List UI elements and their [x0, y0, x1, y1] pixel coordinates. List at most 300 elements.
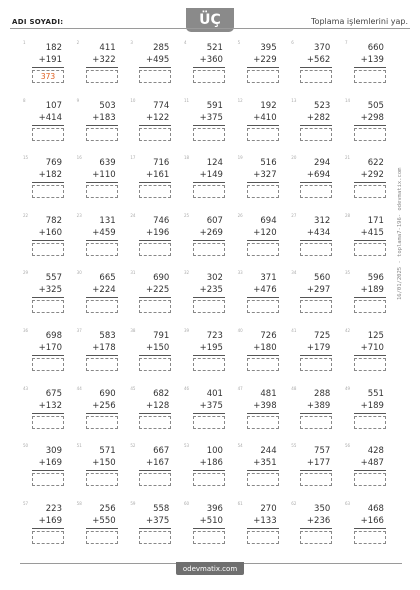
- answer-box[interactable]: [32, 185, 64, 198]
- addend-top: 791: [153, 330, 170, 341]
- answer-box[interactable]: [247, 70, 279, 83]
- problem-number: 13: [291, 97, 297, 103]
- sum-line: [32, 125, 64, 126]
- addend-bottom: +375: [199, 400, 223, 411]
- answer-box[interactable]: [86, 243, 118, 256]
- problem-row: [23, 97, 390, 161]
- answer-box[interactable]: [193, 70, 225, 83]
- answer-box[interactable]: [139, 531, 171, 544]
- sum-line: [247, 182, 279, 183]
- answer-box[interactable]: [300, 416, 332, 429]
- answer-box[interactable]: [32, 300, 64, 313]
- problem-number: 44: [76, 385, 82, 391]
- sum-line: [32, 182, 64, 183]
- addend-bottom: +225: [145, 285, 170, 296]
- addition-problem: [291, 500, 336, 561]
- addend-top: 607: [206, 215, 223, 226]
- addend-top: 312: [314, 215, 331, 226]
- addend-top: 583: [99, 330, 116, 341]
- sum-line: [247, 413, 279, 414]
- answer-box[interactable]: [86, 128, 118, 141]
- addition-problem: [237, 97, 283, 158]
- addend-top: 757: [314, 446, 331, 457]
- answer-box[interactable]: [300, 185, 332, 198]
- sum-line: [139, 528, 171, 529]
- answer-box[interactable]: [86, 300, 118, 313]
- addend-bottom: +229: [253, 55, 277, 65]
- addend-bottom: +325: [38, 285, 62, 296]
- addend-bottom: +476: [253, 285, 277, 296]
- addend-top: 192: [260, 100, 277, 111]
- addend-top: 675: [45, 388, 62, 399]
- addend-bottom: +196: [145, 227, 170, 238]
- answer-box[interactable]: [86, 473, 118, 486]
- problem-number: 43: [23, 385, 29, 391]
- sum-line: [86, 355, 118, 356]
- addend-bottom: +351: [253, 458, 277, 469]
- answer-box[interactable]: [32, 416, 64, 429]
- addend-top: 725: [314, 330, 331, 341]
- problem-number: 38: [130, 327, 136, 333]
- problem-number: 33: [237, 270, 243, 276]
- answer-box[interactable]: [247, 128, 279, 141]
- addend-top: 639: [99, 158, 116, 169]
- sum-line: [193, 528, 225, 529]
- addend-bottom: +360: [199, 55, 223, 65]
- addend-top: 723: [206, 330, 223, 341]
- answer-box[interactable]: [193, 531, 225, 544]
- problem-number: 47: [237, 385, 243, 391]
- addition-problem: [23, 40, 68, 100]
- addend-top: 682: [153, 388, 170, 399]
- addend-bottom: +122: [145, 112, 170, 123]
- problem-number: 39: [183, 327, 190, 333]
- addend-bottom: +224: [92, 285, 116, 296]
- addend-bottom: +132: [38, 400, 62, 411]
- sum-line: [247, 355, 279, 356]
- sum-line: [32, 67, 64, 68]
- addend-bottom: +189: [360, 400, 384, 411]
- sum-line: [86, 182, 118, 183]
- addend-top: 521: [206, 43, 223, 53]
- addend-bottom: +128: [145, 400, 170, 411]
- problem-number: 14: [344, 97, 351, 103]
- sum-line: [32, 240, 64, 241]
- answer-box[interactable]: [247, 185, 279, 198]
- answer-box[interactable]: [139, 243, 171, 256]
- addend-bottom: +170: [38, 342, 62, 353]
- addend-bottom: +195: [199, 342, 223, 353]
- addend-top: 726: [260, 330, 277, 341]
- sum-line: [139, 355, 171, 356]
- addend-bottom: +235: [199, 285, 223, 296]
- answer-box[interactable]: [193, 128, 225, 141]
- addend-top: 690: [99, 388, 116, 399]
- problem-number: 58: [76, 500, 82, 506]
- side-watermark: 16/01/2025 - toplama7-196- odevmatix.com: [397, 167, 403, 300]
- problem-number: 25: [183, 212, 190, 218]
- problem-number: 3: [130, 40, 133, 45]
- sum-line: [193, 470, 225, 471]
- addend-top: 125: [367, 330, 384, 341]
- sum-line: [354, 125, 386, 126]
- addend-top: 698: [45, 330, 62, 341]
- addend-bottom: +186: [199, 458, 223, 469]
- answer-box[interactable]: [86, 416, 118, 429]
- answer-box[interactable]: [300, 358, 332, 371]
- addend-bottom: +282: [306, 112, 331, 123]
- answer-box[interactable]: [300, 473, 332, 486]
- answer-box[interactable]: [139, 128, 171, 141]
- addend-bottom: +191: [38, 55, 62, 65]
- sum-line: [86, 413, 118, 414]
- problem-number: 61: [237, 500, 243, 506]
- problem-number: 29: [23, 270, 29, 276]
- answer-box[interactable]: [354, 300, 386, 313]
- problem-number: 59: [130, 500, 136, 506]
- addend-top: 244: [260, 446, 277, 457]
- sum-line: [32, 355, 64, 356]
- addend-bottom: +150: [92, 458, 116, 469]
- addend-top: 182: [45, 43, 62, 53]
- sum-line: [300, 182, 332, 183]
- answer-box[interactable]: [300, 243, 332, 256]
- sum-line: [139, 125, 171, 126]
- sum-line: [247, 240, 279, 241]
- problem-number: 60: [183, 500, 190, 506]
- sum-line: [193, 67, 225, 68]
- sum-line: [300, 297, 332, 298]
- sum-line: [139, 297, 171, 298]
- answer-box[interactable]: [354, 128, 386, 141]
- sum-line: [247, 125, 279, 126]
- addend-top: 131: [99, 215, 116, 226]
- answer-box[interactable]: [247, 300, 279, 313]
- answer-box[interactable]: [354, 531, 386, 544]
- addend-top: 665: [99, 273, 116, 284]
- addend-top: 774: [153, 100, 170, 111]
- addend-top: 171: [367, 215, 384, 226]
- addend-bottom: +495: [145, 55, 170, 65]
- addend-bottom: +710: [360, 342, 384, 353]
- problem-number: 6: [291, 40, 294, 45]
- addend-bottom: +694: [306, 170, 331, 181]
- addend-bottom: +236: [306, 515, 331, 526]
- answer-box[interactable]: [193, 185, 225, 198]
- problem-number: 4: [183, 40, 187, 45]
- answer-box[interactable]: [139, 416, 171, 429]
- sum-line: [300, 470, 332, 471]
- problem-number: 8: [23, 97, 26, 103]
- addend-bottom: +179: [306, 342, 331, 353]
- answer-box[interactable]: [32, 531, 64, 544]
- sum-line: [300, 67, 332, 68]
- problem-number: 36: [23, 327, 29, 333]
- sum-line: [354, 297, 386, 298]
- addend-top: 401: [206, 388, 223, 399]
- problem-number: 40: [237, 327, 243, 333]
- problem-number: 26: [237, 212, 243, 218]
- problem-number: 52: [130, 443, 136, 449]
- addend-bottom: +178: [92, 342, 116, 353]
- sum-line: [32, 297, 64, 298]
- sum-line: [247, 528, 279, 529]
- problem-number: 23: [76, 212, 82, 218]
- problem-grid: [23, 40, 390, 560]
- answer-box[interactable]: [139, 473, 171, 486]
- addend-bottom: +120: [253, 227, 277, 238]
- addend-bottom: +415: [360, 227, 384, 238]
- addend-bottom: +292: [360, 170, 384, 181]
- addend-top: 370: [314, 43, 331, 53]
- addend-top: 481: [260, 388, 277, 399]
- sum-line: [193, 182, 225, 183]
- addend-bottom: +562: [306, 55, 331, 65]
- addend-top: 270: [260, 503, 277, 514]
- addend-bottom: +183: [92, 112, 116, 123]
- sum-line: [193, 297, 225, 298]
- sum-line: [354, 413, 386, 414]
- addend-top: 551: [367, 388, 384, 399]
- answer-box[interactable]: [247, 531, 279, 544]
- answer-box[interactable]: [139, 185, 171, 198]
- addend-bottom: +177: [306, 458, 331, 469]
- answer-box[interactable]: [32, 243, 64, 256]
- answer-box[interactable]: [247, 358, 279, 371]
- problem-number: 53: [183, 443, 190, 449]
- problem-number: 2: [76, 40, 80, 45]
- problem-number: 17: [130, 155, 136, 161]
- answer-box[interactable]: [139, 70, 171, 83]
- answer-box[interactable]: [139, 300, 171, 313]
- answer-box[interactable]: [86, 70, 118, 83]
- answer-box[interactable]: [86, 358, 118, 371]
- sum-line: [193, 355, 225, 356]
- addend-bottom: +375: [199, 112, 223, 123]
- header-divider: [10, 28, 410, 29]
- addition-problem: [237, 500, 283, 561]
- addend-top: 256: [99, 503, 116, 514]
- addend-top: 371: [260, 273, 277, 284]
- sum-line: [32, 528, 64, 529]
- answer-box[interactable]: [300, 128, 332, 141]
- addend-bottom: +269: [199, 227, 223, 238]
- answer-box[interactable]: [247, 473, 279, 486]
- answer-box[interactable]: [32, 473, 64, 486]
- addend-top: 396: [206, 503, 223, 514]
- sum-line: [300, 355, 332, 356]
- answer-box[interactable]: [354, 70, 386, 83]
- addend-top: 690: [153, 273, 170, 284]
- instruction-text: Toplama işlemlerini yap.: [311, 17, 408, 26]
- answer-box[interactable]: [193, 358, 225, 371]
- problem-number: 54: [237, 443, 243, 449]
- addend-top: 223: [45, 503, 62, 514]
- sum-line: [86, 470, 118, 471]
- answer-box[interactable]: [354, 185, 386, 198]
- addend-top: 622: [367, 158, 384, 169]
- footer-site-badge: odevmatix.com: [176, 562, 244, 575]
- problem-number: 56: [344, 443, 351, 449]
- answer-box[interactable]: [193, 416, 225, 429]
- problem-number: 7: [344, 40, 348, 45]
- addend-bottom: +510: [199, 515, 223, 526]
- sum-line: [139, 182, 171, 183]
- answer-box[interactable]: [354, 243, 386, 256]
- addend-top: 716: [153, 158, 170, 169]
- worksheet-title: ÜÇ: [186, 8, 234, 32]
- sum-line: [354, 182, 386, 183]
- problem-number: 21: [344, 155, 351, 161]
- answer-box[interactable]: [139, 358, 171, 371]
- problem-row: [23, 500, 390, 561]
- sum-line: [139, 67, 171, 68]
- addend-top: 523: [314, 100, 331, 111]
- sum-line: [247, 67, 279, 68]
- sum-line: [300, 528, 332, 529]
- addend-top: 294: [314, 158, 331, 169]
- answer-box[interactable]: [354, 473, 386, 486]
- problem-number: 1: [23, 40, 26, 45]
- problem-number: 12: [237, 97, 243, 103]
- problem-number: 15: [23, 155, 29, 161]
- addend-bottom: +550: [92, 515, 116, 526]
- sum-line: [247, 470, 279, 471]
- addition-problem: [183, 500, 229, 561]
- problem-number: 10: [130, 97, 136, 103]
- answer-box[interactable]: [300, 70, 332, 83]
- answer-box[interactable]: [247, 416, 279, 429]
- sum-line: [300, 240, 332, 241]
- addend-top: 100: [206, 446, 223, 457]
- addend-bottom: +180: [253, 342, 277, 353]
- addend-top: 395: [260, 43, 277, 53]
- problem-row: [23, 40, 390, 100]
- addend-bottom: +169: [38, 515, 62, 526]
- answer-box[interactable]: [193, 243, 225, 256]
- addend-bottom: +149: [199, 170, 223, 181]
- addend-bottom: +139: [360, 55, 384, 65]
- problem-number: 31: [130, 270, 136, 276]
- sum-line: [354, 240, 386, 241]
- addend-bottom: +297: [306, 285, 331, 296]
- addend-bottom: +327: [253, 170, 277, 181]
- sum-line: [193, 240, 225, 241]
- problem-number: 19: [237, 155, 243, 161]
- addend-top: 557: [45, 273, 62, 284]
- addend-bottom: +110: [92, 170, 116, 181]
- answer-box[interactable]: [86, 531, 118, 544]
- addend-top: 782: [45, 215, 62, 226]
- problem-number: 27: [291, 212, 297, 218]
- problem-number: 24: [130, 212, 136, 218]
- problem-number: 32: [183, 270, 190, 276]
- addition-problem: [76, 40, 122, 100]
- addend-bottom: +166: [360, 515, 384, 526]
- sum-line: [32, 470, 64, 471]
- problem-number: 50: [23, 443, 29, 449]
- sum-line: [354, 355, 386, 356]
- problem-number: 30: [76, 270, 82, 276]
- addend-top: 667: [153, 446, 170, 457]
- addend-top: 596: [367, 273, 384, 284]
- addend-bottom: +160: [38, 227, 62, 238]
- addend-top: 124: [206, 158, 223, 169]
- problem-number: 49: [344, 385, 351, 391]
- addition-problem: [76, 500, 122, 561]
- sum-line: [247, 297, 279, 298]
- problem-number: 63: [344, 500, 351, 506]
- sum-line: [86, 528, 118, 529]
- addition-problem: [344, 500, 390, 561]
- answer-box[interactable]: 373: [32, 70, 64, 83]
- answer-box[interactable]: [300, 300, 332, 313]
- answer-box[interactable]: [354, 416, 386, 429]
- sum-line: [32, 413, 64, 414]
- sum-line: [139, 470, 171, 471]
- problem-number: 28: [344, 212, 351, 218]
- problem-number: 34: [291, 270, 297, 276]
- addend-bottom: +256: [92, 400, 116, 411]
- problem-number: 22: [23, 212, 29, 218]
- answer-box[interactable]: [32, 358, 64, 371]
- sum-line: [193, 413, 225, 414]
- problem-number: 45: [130, 385, 136, 391]
- addend-top: 571: [99, 446, 116, 457]
- sum-line: [354, 470, 386, 471]
- problem-number: 16: [76, 155, 82, 161]
- addend-top: 558: [153, 503, 170, 514]
- addend-bottom: +487: [360, 458, 384, 469]
- addend-bottom: +322: [92, 55, 116, 65]
- problem-number: 62: [291, 500, 297, 506]
- addend-top: 694: [260, 215, 277, 226]
- addend-top: 660: [367, 43, 384, 53]
- name-label: ADI SOYADI:: [12, 18, 64, 26]
- problem-number: 42: [344, 327, 351, 333]
- sum-line: [300, 413, 332, 414]
- problem-row: [23, 155, 390, 215]
- answer-box[interactable]: [247, 243, 279, 256]
- problem-number: 41: [291, 327, 297, 333]
- problem-number: 48: [291, 385, 297, 391]
- problem-number: 20: [291, 155, 297, 161]
- answer-box[interactable]: [86, 185, 118, 198]
- answer-box[interactable]: [300, 531, 332, 544]
- addend-top: 746: [153, 215, 170, 226]
- problem-number: 51: [76, 443, 82, 449]
- addend-top: 411: [99, 43, 116, 53]
- addend-top: 468: [367, 503, 384, 514]
- problem-number: 57: [23, 500, 29, 506]
- addend-top: 503: [99, 100, 116, 111]
- addition-problem: [23, 500, 68, 561]
- addend-bottom: +189: [360, 285, 384, 296]
- problem-number: 18: [183, 155, 190, 161]
- addend-bottom: +434: [306, 227, 331, 238]
- addend-bottom: +389: [306, 400, 331, 411]
- answer-box[interactable]: [193, 300, 225, 313]
- addend-top: 505: [367, 100, 384, 111]
- answer-box[interactable]: [32, 128, 64, 141]
- problem-row: [23, 443, 390, 503]
- answer-box[interactable]: [354, 358, 386, 371]
- addend-top: 302: [206, 273, 223, 284]
- problem-number: 11: [183, 97, 190, 103]
- answer-box[interactable]: [193, 473, 225, 486]
- addend-bottom: +398: [253, 400, 277, 411]
- addend-top: 560: [314, 273, 331, 284]
